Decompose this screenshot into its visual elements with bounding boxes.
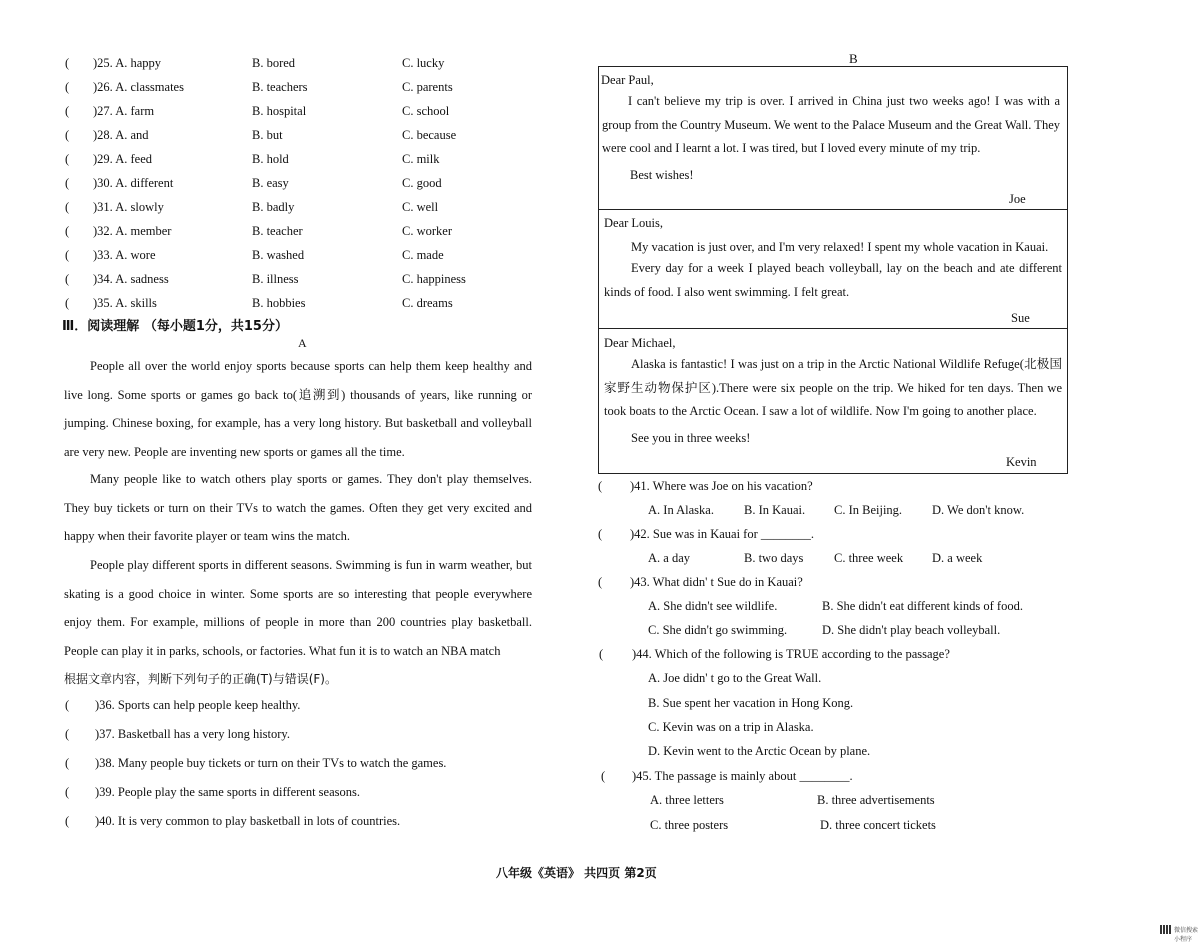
tf-instruction: 根据文章内容，判断下列句子的正确(T)与错误(F)。 (64, 672, 337, 686)
cloze-option-b: B. washed (252, 248, 305, 262)
q42-option-b: B. two days (744, 551, 804, 565)
cloze-option-b: B. illness (252, 272, 299, 286)
answer-paren: ( (65, 727, 70, 741)
cloze-option-c: C. good (402, 176, 442, 190)
q44-stem: )44. Which of the following is TRUE according to the passage? (632, 647, 950, 661)
letter3-greeting: Dear Michael, (604, 336, 676, 350)
cloze-option-a: )31. A. slowly (93, 200, 164, 214)
letter-divider (598, 328, 1068, 329)
tf-question: )39. People play the same sports in different seasons. (95, 785, 360, 799)
q41-stem: )41. Where was Joe on his vacation? (630, 479, 813, 493)
q44-option-c: C. Kevin was on a trip in Alaska. (648, 720, 814, 734)
cloze-option-c: C. well (402, 200, 439, 214)
tf-question: )36. Sports can help people keep healthy. (95, 698, 301, 712)
cloze-option-a: )27. A. farm (93, 104, 155, 118)
passage-a-paragraph-3: People play different sports in different seasons. Swimming is fun in warm weather, but skating is a good choice in winter. Some sports are so interesting that people everywhere enjoy them. For example, millions of people in more than 200 countries play basketball. People can play it in parks, schools, or factories. What fun it is to watch an NBA match (64, 558, 532, 658)
answer-paren: ( (598, 527, 603, 541)
cloze-option-a: )28. A. and (93, 128, 149, 142)
letter2-signature: Sue (1011, 311, 1030, 325)
answer-paren: ( (65, 128, 70, 142)
letter2-greeting: Dear Louis, (604, 216, 664, 230)
answer-paren: ( (65, 56, 70, 70)
section-heading: Ⅲ．阅读理解 （每小题1分，共15分） (62, 319, 288, 334)
answer-paren: ( (65, 272, 70, 286)
answer-paren: ( (65, 152, 70, 166)
cloze-option-c: C. because (402, 128, 457, 142)
answer-paren: ( (65, 756, 70, 770)
cloze-option-a: )32. A. member (93, 224, 172, 238)
cloze-option-a: )33. A. wore (93, 248, 156, 262)
cloze-option-c: C. school (402, 104, 450, 118)
letter1-body: I can't believe my trip is over. I arrived in China just two weeks ago! I was with a group from the Country Museum. We went to the Palace Museum and the Great Wall. They were cool and I learnt a lot. I was tired, but I loved every minute of my trip. (602, 94, 1060, 156)
page-footer: 八年级《英语》 共四页 第2页 (496, 866, 657, 880)
q41-option-c: C. In Beijing. (834, 503, 903, 517)
answer-paren: ( (65, 785, 70, 799)
passage-a-paragraph-2: Many people like to watch others play sports or games. They don't play themselves. They buy tickets or turn on their TVs to watch the games. Often they get very excited and happy when their favorite player or team wins the match. (64, 472, 532, 543)
q45-stem: )45. The passage is mainly about ________. (632, 769, 853, 783)
answer-paren: ( (65, 698, 70, 712)
answer-paren: ( (65, 248, 70, 262)
answer-paren: ( (599, 647, 604, 661)
cloze-option-c: C. made (402, 248, 444, 262)
q43-option-a: A. She didn't see wildlife. (648, 599, 778, 613)
cloze-option-c: C. milk (402, 152, 440, 166)
q42-option-c: C. three week (834, 551, 904, 565)
q43-option-c: C. She didn't go swimming. (648, 623, 788, 637)
passage-label-b: B (849, 51, 858, 66)
q45-option-b: B. three advertisements (817, 793, 935, 807)
q41-option-d: D. We don't know. (932, 503, 1025, 517)
q42-option-a: A. a day (648, 551, 690, 565)
cloze-option-b: B. but (252, 128, 283, 142)
letter3-closing: See you in three weeks! (631, 431, 751, 445)
q43-stem: )43. What didn' t Sue do in Kauai? (630, 575, 803, 589)
cloze-option-c: C. dreams (402, 296, 453, 310)
cloze-option-b: B. badly (252, 200, 295, 214)
cloze-option-a: )25. A. happy (93, 56, 162, 70)
cloze-option-b: B. teacher (252, 224, 303, 238)
tf-question: )40. It is very common to play basketball in lots of countries. (95, 814, 401, 828)
cloze-option-c: C. happiness (402, 272, 466, 286)
cloze-option-b: B. easy (252, 176, 289, 190)
qr-code-icon (1160, 925, 1172, 934)
cloze-option-c: C. worker (402, 224, 452, 238)
answer-paren: ( (65, 104, 70, 118)
answer-paren: ( (65, 200, 70, 214)
q45-option-c: C. three posters (650, 818, 729, 832)
letter2-line1: My vacation is just over, and I'm very relaxed! I spent my whole vacation in Kauai. (631, 240, 1049, 254)
letter2-body: Every day for a week I played beach volleyball, lay on the beach and ate different kinds of food. I also went swimming. I felt great. (604, 261, 1062, 299)
answer-paren: ( (598, 479, 603, 493)
q42-option-d: D. a week (932, 551, 983, 565)
answer-paren: ( (601, 769, 606, 783)
q45-option-d: D. three concert tickets (820, 818, 936, 832)
cloze-option-b: B. bored (252, 56, 296, 70)
letter1-closing: Best wishes! (630, 168, 694, 182)
answer-paren: ( (65, 224, 70, 238)
cloze-option-a: )29. A. feed (93, 152, 153, 166)
answer-paren: ( (598, 575, 603, 589)
letter3-body: Alaska is fantastic! I was just on a trip in the Arctic National Wildlife Refuge(北极国家野生动物保护区).There were six people on the trip. We hiked for ten days. Then we took boats to the Arctic Ocean. I saw a lot of wildlife. Now I'm going to another place. (604, 357, 1062, 419)
q43-option-b: B. She didn't eat different kinds of food. (822, 599, 1023, 613)
watermark-text: 微信搜索小程序 (1174, 928, 1199, 943)
letter1-signature: Joe (1009, 192, 1026, 206)
cloze-option-b: B. teachers (252, 80, 308, 94)
q42-stem: )42. Sue was in Kauai for ________. (630, 527, 814, 541)
q45-option-a: A. three letters (650, 793, 724, 807)
cloze-option-a: )34. A. sadness (93, 272, 169, 286)
q44-option-d: D. Kevin went to the Arctic Ocean by plane. (648, 744, 871, 758)
cloze-option-b: B. hospital (252, 104, 307, 118)
cloze-option-b: B. hobbies (252, 296, 306, 310)
answer-paren: ( (65, 814, 70, 828)
q44-option-b: B. Sue spent her vacation in Hong Kong. (648, 696, 854, 710)
cloze-option-c: C. lucky (402, 56, 445, 70)
letter-divider (598, 209, 1068, 210)
answer-paren: ( (65, 80, 70, 94)
answer-paren: ( (65, 176, 70, 190)
letter3-signature: Kevin (1006, 455, 1037, 469)
q44-option-a: A. Joe didn' t go to the Great Wall. (648, 671, 822, 685)
q43-option-d: D. She didn't play beach volleyball. (822, 623, 1001, 637)
passage-a-paragraph-1: People all over the world enjoy sports because sports can help them keep healthy and live long. Some sports or games go back to(追溯到) thousands of years, like running or jumping. Chinese boxing, for example, has a very long history. But basketball and volleyball are very new. People are inventing new sports or games all the time. (64, 359, 532, 459)
tf-question: )37. Basketball has a very long history. (95, 727, 290, 741)
letter1-greeting: Dear Paul, (601, 73, 654, 87)
q41-option-a: A. In Alaska. (648, 503, 714, 517)
cloze-option-b: B. hold (252, 152, 289, 166)
q41-option-b: B. In Kauai. (744, 503, 806, 517)
cloze-option-a: )30. A. different (93, 176, 174, 190)
cloze-option-a: )26. A. classmates (93, 80, 184, 94)
cloze-option-c: C. parents (402, 80, 453, 94)
passage-label-a: A (298, 336, 307, 350)
answer-paren: ( (65, 296, 70, 310)
cloze-option-a: )35. A. skills (93, 296, 157, 310)
tf-question: )38. Many people buy tickets or turn on their TVs to watch the games. (95, 756, 447, 770)
